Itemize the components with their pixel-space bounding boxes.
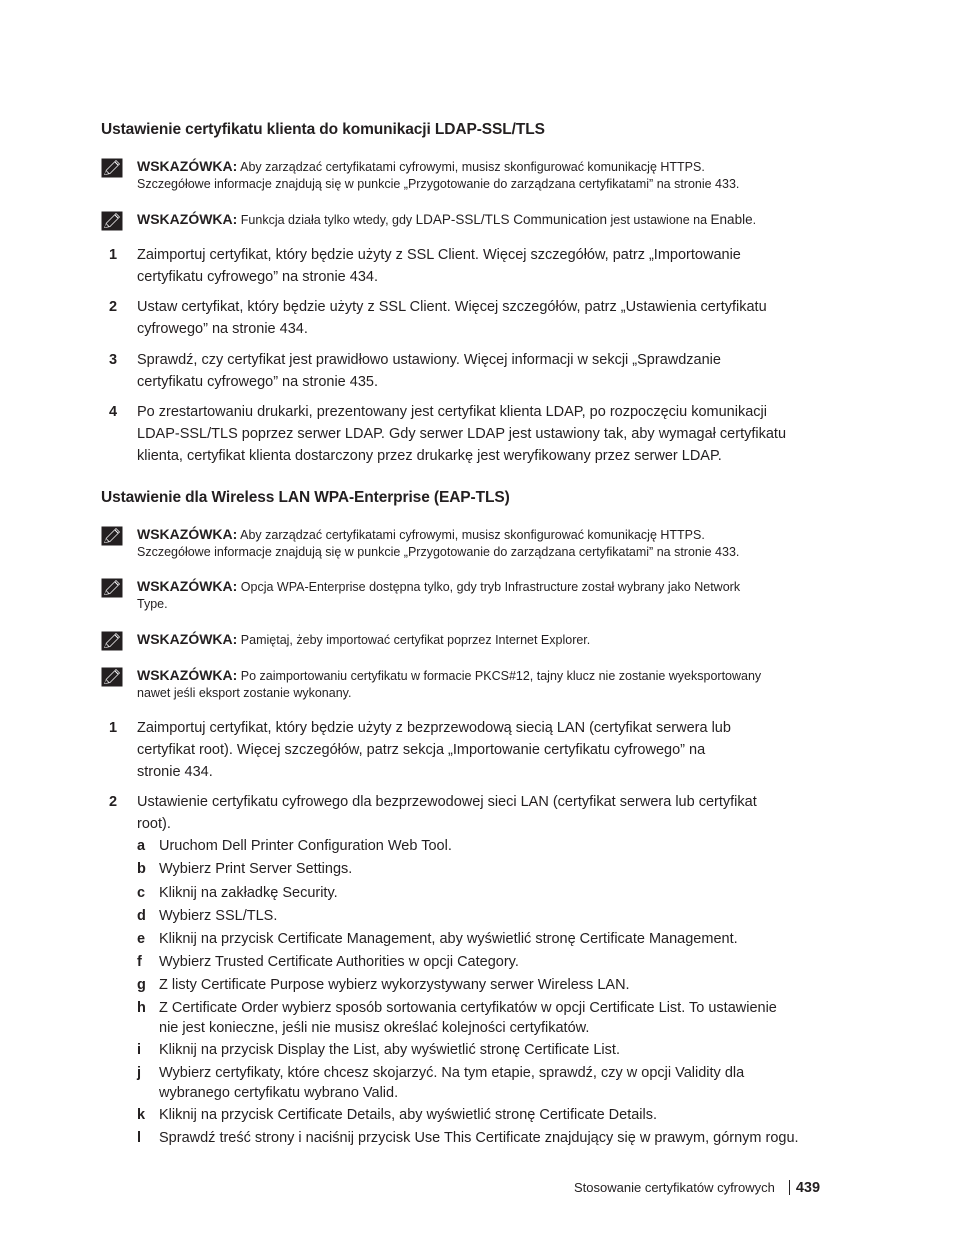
ui-term: Validity xyxy=(675,1065,721,1081)
substep-letter: d xyxy=(137,908,146,924)
substep-letter: i xyxy=(137,1042,142,1058)
step-number: 1 xyxy=(109,720,118,736)
ui-term: Certificate Management xyxy=(277,931,432,947)
note-label: WSKAZÓWKA: xyxy=(137,578,238,594)
substep-text: dla xyxy=(724,1065,745,1081)
step-text: certyfikatu cyfrowego” na stronie 435. xyxy=(137,374,378,390)
ui-term: Display the List xyxy=(277,1042,376,1058)
substep-text: , aby wyświetlić stronę xyxy=(391,1107,536,1123)
substep-text: , aby wyświetlić stronę xyxy=(375,1042,521,1058)
substep-text: . xyxy=(733,931,738,947)
note-text-line2: Szczegółowe informacje znajdują się w punkcie „Przygotowanie do zarządzana certyfikatami” na stronie 433. xyxy=(137,545,740,559)
substep-text: . xyxy=(333,885,338,901)
substep-letter: l xyxy=(137,1130,142,1146)
substep-text: Kliknij na przycisk xyxy=(159,1042,274,1058)
note-label: WSKAZÓWKA: xyxy=(137,631,238,647)
substep-letter: k xyxy=(137,1107,146,1123)
ui-term: Certificate Purpose xyxy=(200,977,325,993)
note-text: Opcja WPA-Enterprise dostępna tylko, gdy tryb Infrastructure został wybrany jako Network xyxy=(240,580,741,594)
ui-term: Certificate Order xyxy=(171,1000,279,1016)
step-number: 4 xyxy=(109,404,118,420)
substep-letter: a xyxy=(137,838,146,854)
substep-text: . xyxy=(447,838,452,854)
step-text: root). xyxy=(137,816,171,832)
note-text: Aby zarządzać certyfikatami cyfrowymi, musisz skonfigurować komunikację HTTPS. xyxy=(240,160,705,174)
substep-text: Kliknij na zakładkę xyxy=(159,885,279,901)
ui-term: LDAP-SSL/TLS Communication xyxy=(415,212,607,227)
note-text-line2: nawet jeśli eksport zostanie wykonany. xyxy=(137,686,352,700)
note-pencil-icon xyxy=(101,158,123,178)
note-text-line2: Szczegółowe informacje znajdują się w punkcie „Przygotowanie do zarządzana certyfikatami” na stronie 433. xyxy=(137,177,740,191)
substep-text: . To ustawienie xyxy=(681,1000,777,1016)
step-text: Po zrestartowaniu drukarki, prezentowany jest certyfikat klienta LDAP, po rozpoczęciu komunikacji xyxy=(137,404,767,420)
note-label: WSKAZÓWKA: xyxy=(137,211,238,227)
step-text: Ustaw certyfikat, który będzie użyty z SSL Client. Więcej szczegółów, patrz „Ustawienia certyfikatu xyxy=(137,299,767,315)
ui-term: Certificate Management xyxy=(579,931,734,947)
note-text: Aby zarządzać certyfikatami cyfrowymi, musisz skonfigurować komunikację HTTPS. xyxy=(240,528,705,542)
substep-text: . xyxy=(652,1107,658,1123)
substep-text: Wybierz xyxy=(159,861,212,877)
page-footer xyxy=(574,1180,820,1196)
substep-letter: h xyxy=(137,1000,146,1016)
substep-text: Wybierz certyfikaty, które chcesz skojarzyć. Na tym etapie, sprawdź, czy w opcji xyxy=(159,1065,672,1081)
step-number: 2 xyxy=(109,299,118,315)
section-heading-wireless: Ustawienie dla Wireless LAN WPA-Enterprise (EAP-TLS) xyxy=(101,489,510,506)
substep-text: Wybierz xyxy=(159,954,212,970)
substep-letter: f xyxy=(137,954,142,970)
step-text: klienta, certyfikat klienta dostarczony przez drukarkę jest weryfikowany przez serwer LDAP. xyxy=(137,448,722,464)
substep-text: . xyxy=(615,1042,620,1058)
note-text-line2: Type. xyxy=(137,597,168,611)
substep-text: nie jest konieczne, jeśli nie musisz określać kolejności certyfikatów. xyxy=(159,1019,590,1036)
ui-term: Valid xyxy=(362,1084,395,1101)
substep-text: Z listy xyxy=(159,977,197,993)
substep-letter: e xyxy=(137,931,146,947)
ui-term: SSL/TLS xyxy=(215,908,274,924)
note-pencil-icon xyxy=(101,578,123,598)
substep-text: . xyxy=(394,1084,399,1101)
footer-divider xyxy=(789,1180,790,1195)
ui-term: Print Server Settings xyxy=(215,861,349,877)
note-pencil-icon xyxy=(101,631,123,651)
substep-text: . xyxy=(348,861,353,877)
step-text: certyfikat root). Więcej szczegółów, patrz sekcja „Importowanie certyfikatu cyfrowego” na xyxy=(137,742,706,758)
substep-text: Wybierz xyxy=(159,908,212,924)
step-number: 1 xyxy=(109,247,118,263)
substep-text: , aby wyświetlić stronę xyxy=(431,931,576,947)
substep-text: Uruchom xyxy=(159,838,218,854)
substep-text: Sprawdź treść strony i naciśnij przycisk xyxy=(159,1130,411,1146)
step-text: Zaimportuj certyfikat, który będzie użyty z bezprzewodową siecią LAN (certyfikat serwera lub xyxy=(137,720,731,736)
step-text: certyfikatu cyfrowego” na stronie 434. xyxy=(137,269,378,285)
note-text: jest ustawione na xyxy=(610,213,708,227)
ui-term: Use This Certificate xyxy=(414,1130,541,1146)
ui-term: Certificate Details xyxy=(277,1107,392,1123)
ui-term: Security xyxy=(282,885,334,901)
substep-text: w opcji xyxy=(408,954,454,970)
step-text: LDAP-SSL/TLS poprzez serwer LDAP. Gdy serwer LDAP jest ustawiony tak, aby wymagał certyfikatu xyxy=(137,426,787,442)
step-text: stronie 434. xyxy=(137,764,213,780)
substep-letter: g xyxy=(137,977,146,993)
substep-letter: c xyxy=(137,885,146,901)
note-text: Funkcja działa tylko wtedy, gdy xyxy=(240,213,413,227)
step-text: cyfrowego” na stronie 434. xyxy=(137,321,308,337)
step-text: Zaimportuj certyfikat, który będzie użyty z SSL Client. Więcej szczegółów, patrz „Importowanie xyxy=(137,247,741,263)
ui-term: Trusted Certificate Authorities xyxy=(215,954,405,970)
substep-text: Kliknij na przycisk xyxy=(159,931,274,947)
substep-text: wybranego certyfikatu wybrano xyxy=(159,1084,359,1101)
step-text: Sprawdź, czy certyfikat jest prawidłowo ustawiony. Więcej informacji w sekcji „Sprawdzanie xyxy=(137,352,721,368)
footer-section-title: Stosowanie certyfikatów cyfrowych xyxy=(574,1180,775,1195)
note-label: WSKAZÓWKA: xyxy=(137,667,238,683)
ui-term: Dell Printer Configuration Web Tool xyxy=(221,838,448,854)
substep-letter: b xyxy=(137,861,146,877)
note-label: WSKAZÓWKA: xyxy=(137,526,238,542)
substep-text: znajdujący się w prawym, górnym rogu. xyxy=(544,1130,799,1146)
step-number: 2 xyxy=(109,794,118,810)
note-text: Pamiętaj, żeby importować certyfikat poprzez Internet Explorer. xyxy=(240,633,591,647)
ui-term: Certificate List xyxy=(524,1042,616,1058)
substep-text: . xyxy=(273,908,278,924)
note-label: WSKAZÓWKA: xyxy=(137,158,238,174)
punctuation: . xyxy=(752,213,757,227)
substep-text: wybierz wykorzystywany serwer Wireless LAN. xyxy=(328,977,630,993)
note-pencil-icon xyxy=(101,526,123,546)
substep-letter: j xyxy=(137,1065,142,1081)
substep-text: . xyxy=(514,954,519,970)
step-number: 3 xyxy=(109,352,118,368)
note-text: Po zaimportowaniu certyfikatu w formacie PKCS#12, tajny klucz nie zostanie wyeksportowany xyxy=(240,669,762,683)
page-number: 439 xyxy=(795,1180,821,1196)
ui-term: Enable xyxy=(710,212,753,227)
substep-text: Z xyxy=(159,1000,168,1016)
ui-term: Category xyxy=(457,954,515,970)
section-heading-ldap: Ustawienie certyfikatu klienta do komunikacji LDAP-SSL/TLS xyxy=(101,121,545,138)
substep-text: wybierz sposób sortowania certyfikatów w opcji xyxy=(282,1000,586,1016)
substep-text: Kliknij na przycisk xyxy=(159,1107,274,1123)
note-pencil-icon xyxy=(101,211,123,231)
ui-term: Certificate List xyxy=(589,1000,682,1016)
note-pencil-icon xyxy=(101,667,123,687)
step-text: Ustawienie certyfikatu cyfrowego dla bezprzewodowej sieci LAN (certyfikat serwera lub certyfikat xyxy=(137,794,757,810)
ui-term: Certificate Details xyxy=(539,1107,653,1123)
